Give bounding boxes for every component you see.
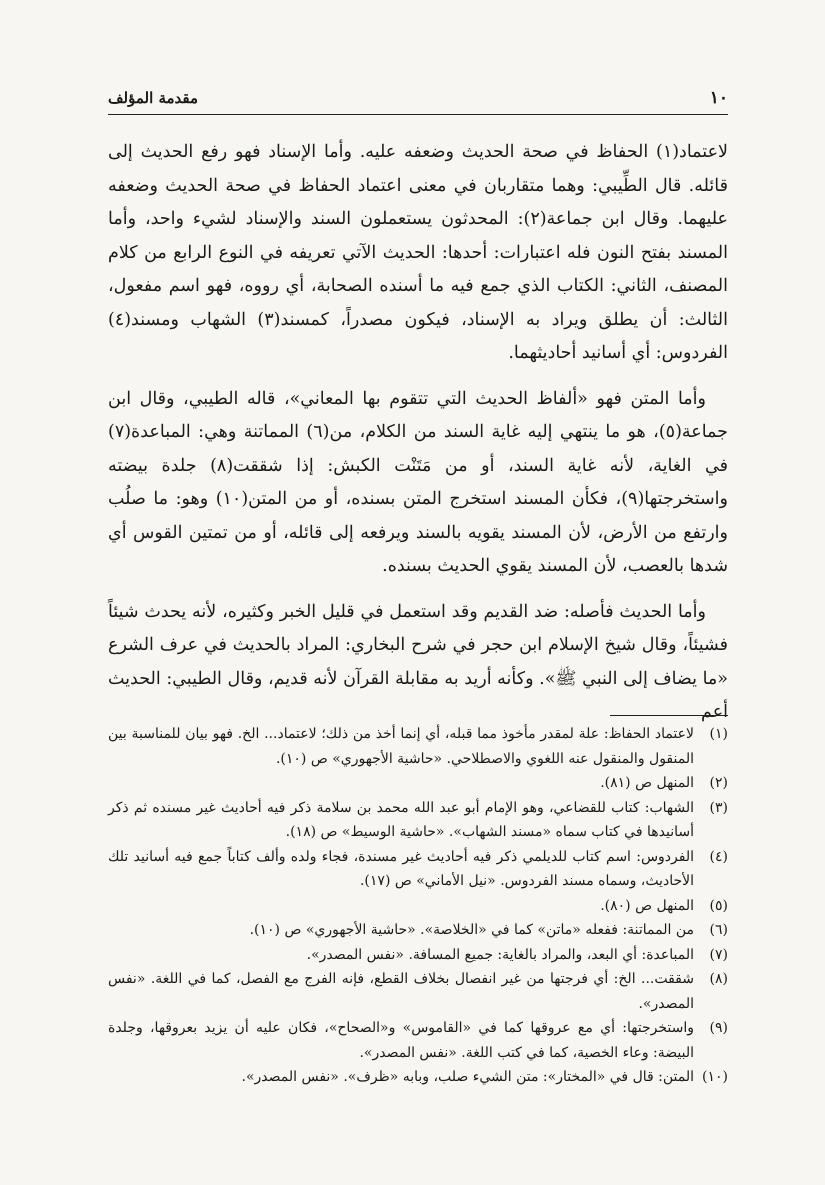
footnote: [108, 894, 728, 919]
footnote-text: الفردوس: اسم كتاب للديلمي ذكر فيه أحاديث غير مسندة، فجاء ولده وألف كتاباً جمع فيه أسانيد تلك الأحاديث، وسماه مسند الفردوس. «نيل الأماني» ص (١٧).: [108, 848, 694, 889]
running-title: مقدمة المؤلف: [108, 89, 199, 107]
footnote: [108, 722, 728, 771]
footnote-separator: [610, 715, 728, 716]
paragraph: وأما الحديث فأصله: ضد القديم وقد استعمل في قليل الخبر وكثيره، لأنه يحدث شيئاً فشيئاً، وقال شيخ الإسلام ابن حجر في شرح البخاري: المراد بالحديث في عرف الشرع «ما يضاف إلى النبي ﷺ». وكأنه أريد به مقابلة القرآن لأنه قديم، وقال الطيبي: الحديث أعم: [108, 601, 728, 722]
footnote: [108, 918, 728, 943]
paragraph: لاعتماد(١) الحفاظ في صحة الحديث وضعفه عليه. وأما الإسناد فهو رفع الحديث إلى قائله. قال الطِّيبي: وهما متقاربان في معنى اعتماد الحفاظ في صحة الحديث وضعفه عليهما. وقال ابن جماعة(٢): المحدثون يستعملون السند والإسناد لشيء واحد، وأما المسند بفتح النون فله اعتبارات: أحدها: الحديث الآتي تعريفه في النوع الرابع من كلام المصنف، الثاني: الكتاب الذي جمع فيه ما أسنده الصحابة، أي رووه، فهو اسم مفعول، الثالث: أن يطلق ويراد به الإسناد، فيكون مصدراً، كمسند(٣) الشهاب ومسند(٤) الفردوس: أي أسانيد أحاديثهما.: [108, 142, 728, 363]
footnote-number: (٩): [709, 1020, 728, 1036]
footnote-number: (١٠): [702, 1069, 728, 1085]
page-number: ١٠: [709, 88, 728, 108]
footnote-text: شققت... الخ: أي فرجتها من غير انفصال بخلاف القطع، فإنه الفرج مع الفصل، كما في اللغة. «نفس المصدر».: [108, 971, 694, 1012]
page-header: [108, 88, 728, 115]
footnote-text: الشهاب: كتاب للقضاعي، وهو الإمام أبو عبد الله محمد بن سلامة ذكر فيه أحاديث غير مسنده ثم ذكر أسانيدها في كتاب سماه «مسند الشهاب». «حاشية الوسيط» ص (١٨).: [108, 799, 694, 840]
paragraph: وأما المتن فهو «ألفاظ الحديث التي تتقوم بها المعاني»، قاله الطيبي، وقال ابن جماعة(٥)، هو ما ينتهي إليه غاية السند من الكلام، من(٦) المماتنة وهي: المباعدة(٧) في الغاية، لأنه غاية السند، أو من مَتَنْت الكبش: إذا شققت(٨) جلدة بيضته واستخرجتها(٩)، فكأن المسند استخرج المتن بسنده، أو من المتن(١٠) وهو: ما صلُب وارتفع من الأرض، لأن المسند يقويه بالسند ويرفعه إلى قائله، أو من تمتين القوس أي شدها بالعصب، لأن المسند يقوي الحديث بسنده.: [108, 388, 728, 576]
footnote-number: (٧): [709, 946, 728, 963]
footnote-text: المنهل ص (٨١).: [600, 775, 694, 791]
footnote: [108, 845, 728, 894]
footnotes: [108, 722, 728, 1090]
footnote: [108, 943, 728, 968]
footnote-text: المنهل ص (٨٠).: [600, 897, 694, 914]
footnote-number: (٣): [709, 799, 728, 816]
footnote: [108, 796, 728, 845]
footnote-number: (٢): [709, 775, 728, 791]
main-text: [108, 136, 728, 742]
footnote-number: (٨): [709, 971, 728, 987]
footnote-text: المباعدة: أي البعد، والمراد بالغاية: جميع المسافة. «نفس المصدر».: [306, 946, 694, 963]
footnote: [108, 771, 728, 796]
footnote-number: (٦): [709, 922, 728, 938]
footnote-text: لاعتماد الحفاظ: علة لمقدر مأخوذ مما قبله، أي إنما أخذ من ذلك؛ لاعتماد... الخ. فهو بيان للمناسبة بين المنقول والمنقول عنه اللغوي والاصطلاحي. «حاشية الأجهوري» ص (١٠).: [108, 726, 694, 767]
footnote-number: (١): [709, 726, 728, 742]
footnote-text: من المماتنة: ففعله «ماتن» كما في «الخلاصة». «حاشية الأجهوري» ص (١٠).: [249, 922, 694, 938]
footnote: [108, 967, 728, 1016]
footnote-number: (٤): [709, 848, 728, 865]
footnote-text: المتن: قال في «المختار»: متن الشيء صلب، وبابه «ظرف». «نفس المصدر».: [241, 1069, 694, 1085]
footnote-number: (٥): [709, 897, 728, 914]
footnote: [108, 1016, 728, 1065]
footnote-text: واستخرجتها: أي مع عروقها كما في «القاموس» و«الصحاح»، فكان عليه أن يزيد بعروقها، وجلدة البيضة: وعاء الخصية، كما في كتب اللغة. «نفس المصدر».: [108, 1020, 694, 1061]
footnote: [108, 1065, 728, 1090]
